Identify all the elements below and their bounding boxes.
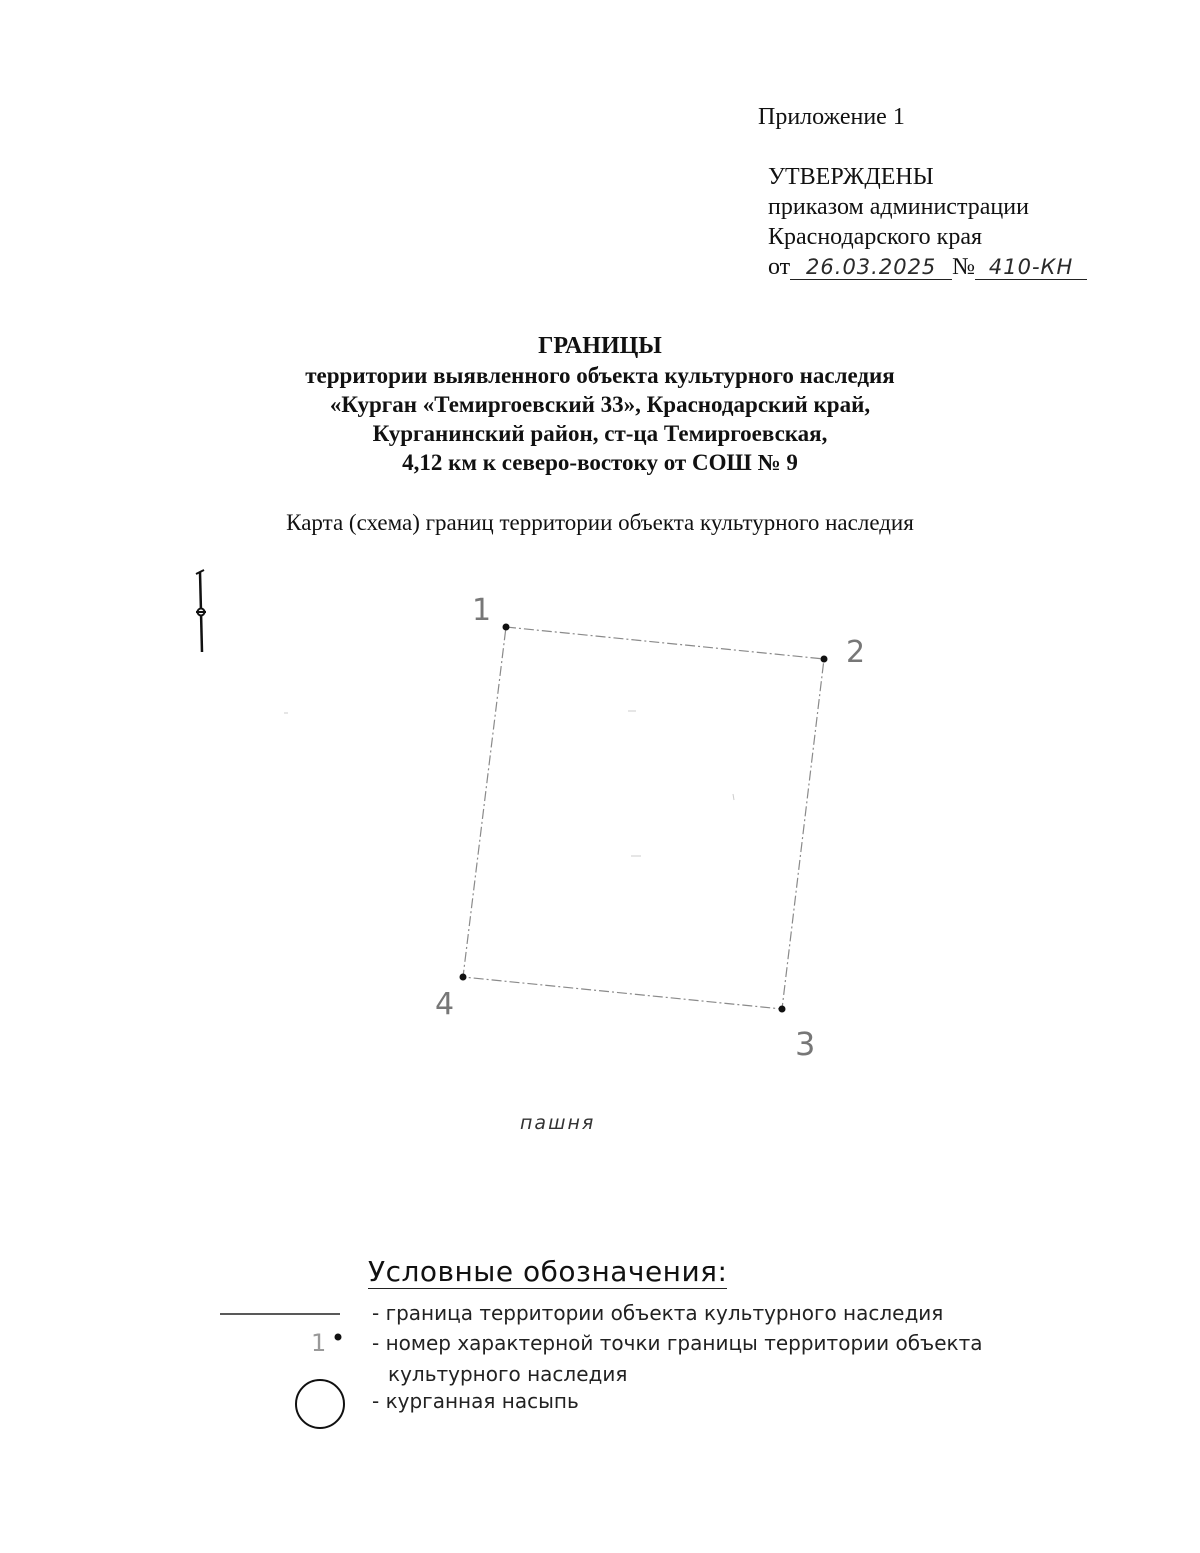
approved-label: УТВЕРЖДЕНЫ [768,164,934,190]
point-label-3: 3 [795,1025,816,1063]
approved-by-order: приказом администрации [768,194,1029,220]
point-label-1: 1 [472,593,492,628]
boundary-point-1 [503,624,510,631]
number-prefix: № [952,254,976,280]
title-line-1: территории выявленного объекта культурного наследия [305,363,895,388]
faint-marks [284,711,734,856]
legend-point-number: 1 [311,1329,327,1357]
title-line-3: Курганинский район, ст-ца Темиргоевская, [372,421,828,446]
appendix-label: Приложение 1 [758,104,905,130]
order-number: 410-КН [975,255,1087,280]
title-line-2: «Курган «Темиргоевский 33», Краснодарский край, [329,392,871,417]
land-use-label: пашня [520,1112,596,1134]
boundary-point-2 [821,656,828,663]
boundary-point-4 [460,974,467,981]
point-label-2: 2 [846,635,866,670]
legend-item-mound: - курганная насыпь [372,1389,579,1413]
legend-item-point-line2: культурного наследия [388,1362,628,1386]
legend-mound-circle-icon [296,1380,344,1428]
legend-title: Условные обозначения: [368,1255,728,1288]
legend-item-boundary: - граница территории объекта культурного наследия [372,1301,944,1325]
legend-point-dot-icon [335,1334,342,1341]
point-label-4: 4 [435,987,455,1022]
title-line-4: 4,12 км к северо-востоку от СОШ № 9 [402,450,798,475]
legend-item-point-line1: - номер характерной точки границы территории объекта [372,1331,983,1355]
date-prefix: от [768,254,791,280]
order-date: 26.03.2025 [790,255,952,280]
boundary-point-3 [779,1006,786,1013]
map-subtitle: Карта (схема) границ территории объекта культурного наследия [286,510,914,535]
title-main: ГРАНИЦЫ [538,333,662,359]
territory-boundary [463,627,824,1009]
approved-region: Краснодарского края [768,224,983,250]
north-arrow-icon [196,570,206,652]
